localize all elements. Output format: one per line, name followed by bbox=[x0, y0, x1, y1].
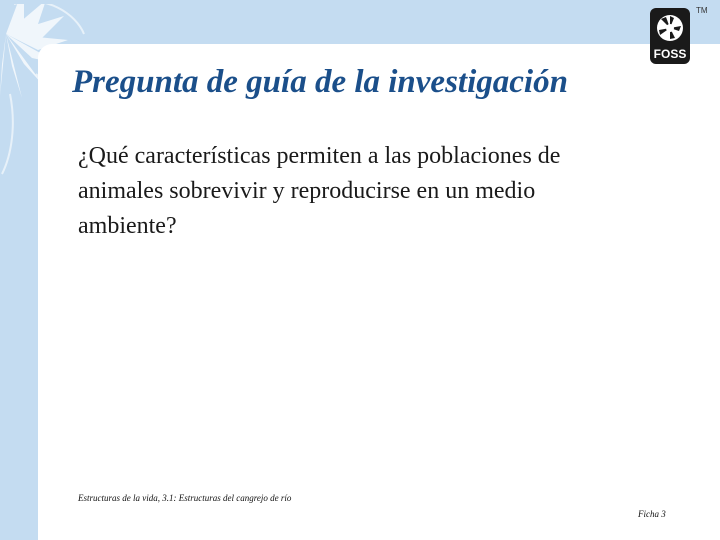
foss-logo-icon bbox=[646, 4, 694, 68]
guiding-question: ¿Qué características permiten a las poblaciones de animales sobrevivir y reproducirse en un medio ambiente? bbox=[78, 143, 561, 239]
content-panel bbox=[38, 44, 720, 540]
foss-logo-text: FOSS bbox=[653, 47, 687, 61]
trademark-label: TM bbox=[696, 6, 708, 15]
footer-source: Estructuras de la vida, 3.1: Estructuras del cangrejo de río bbox=[78, 493, 292, 503]
page-title: Pregunta de guía de la investigación bbox=[72, 64, 568, 100]
footer-card-number: Ficha 3 bbox=[638, 509, 666, 519]
